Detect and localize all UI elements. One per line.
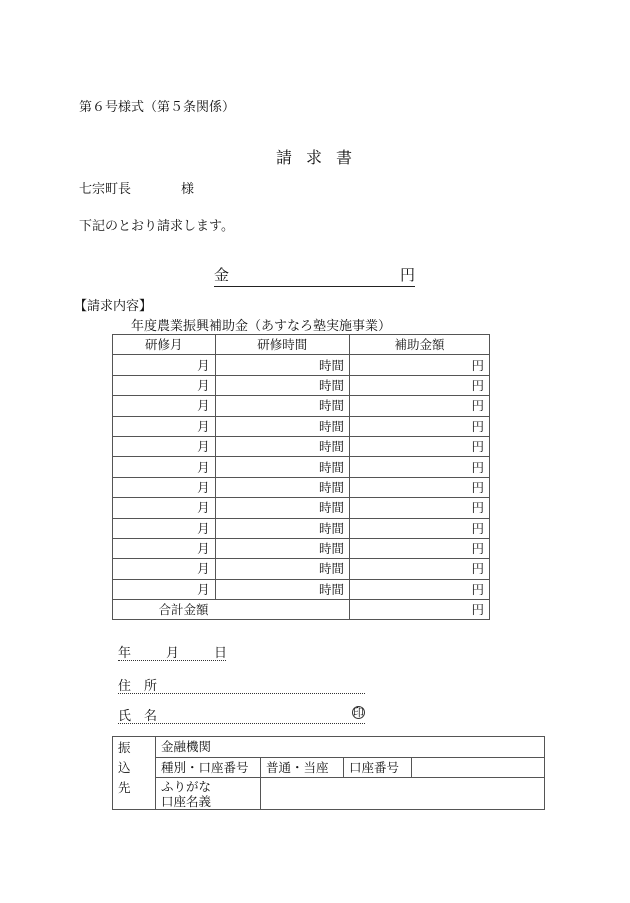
date-field[interactable] (118, 642, 226, 661)
month-cell[interactable]: 月 (113, 538, 216, 558)
header-amount: 補助金額 (349, 335, 489, 355)
holder-label (156, 778, 261, 810)
document-title: 請求書 (276, 148, 367, 167)
date-day: 日 (214, 646, 228, 661)
header-hours: 研修時間 (215, 335, 349, 355)
month-cell[interactable]: 月 (113, 457, 216, 477)
month-cell[interactable]: 月 (113, 559, 216, 579)
table-row (113, 518, 490, 538)
date-year: 年 (118, 646, 132, 661)
institution-label: 金融機関 (161, 739, 212, 754)
account-type[interactable]: 普通・当座 (261, 757, 344, 778)
amount-cell[interactable]: 円 (349, 375, 489, 395)
addressee-honorific: 様 (181, 182, 195, 197)
table-row (113, 436, 490, 456)
name-label: 氏 名 (118, 709, 158, 724)
table-row (113, 355, 490, 375)
table-row (113, 457, 490, 477)
amount-cell[interactable]: 円 (349, 579, 489, 599)
total-label: 合計金額 (113, 600, 350, 620)
hours-cell[interactable]: 時間 (215, 579, 349, 599)
training-table (112, 334, 490, 620)
total-amount-cell[interactable]: 円 (349, 600, 489, 620)
table-row (113, 416, 490, 436)
addressee-name: 七宗町長 (79, 182, 132, 197)
seal-icon: 印 (353, 706, 364, 719)
amount-cell[interactable]: 円 (349, 559, 489, 579)
address-label: 住 所 (118, 679, 158, 694)
side-char: 先 (118, 780, 131, 795)
type-number-label: 種別・口座番号 (156, 757, 261, 778)
amount-cell[interactable]: 円 (349, 355, 489, 375)
hours-cell[interactable]: 時間 (215, 416, 349, 436)
form-number: 第６号様式（第５条関係） (79, 100, 236, 115)
institution-field[interactable] (156, 737, 545, 758)
table-row (113, 477, 490, 497)
hours-cell[interactable]: 時間 (215, 518, 349, 538)
subsidy-name: 年度農業振興補助金（あすなろ塾実施事業） (131, 319, 392, 334)
header-month: 研修月 (113, 335, 216, 355)
month-cell[interactable]: 月 (113, 477, 216, 497)
table-row (113, 538, 490, 558)
hours-cell[interactable]: 時間 (215, 355, 349, 375)
month-cell[interactable]: 月 (113, 355, 216, 375)
hours-cell[interactable]: 時間 (215, 375, 349, 395)
hours-cell[interactable]: 時間 (215, 477, 349, 497)
name-field[interactable] (118, 705, 365, 724)
hours-cell[interactable]: 時間 (215, 457, 349, 477)
kana-label: ふりがな (161, 779, 212, 794)
holder-name-label: 口座名義 (161, 794, 212, 809)
hours-cell[interactable]: 時間 (215, 538, 349, 558)
amount-cell[interactable]: 円 (349, 498, 489, 518)
table-row (113, 375, 490, 395)
total-row (113, 600, 490, 620)
table-header-row (113, 335, 490, 355)
amount-field[interactable] (214, 264, 415, 287)
side-char: 振 (118, 740, 131, 755)
section-heading: 【請求内容】 (74, 299, 153, 314)
bank-transfer-table (112, 736, 545, 810)
month-cell[interactable]: 月 (113, 498, 216, 518)
hours-cell[interactable]: 時間 (215, 498, 349, 518)
month-cell[interactable]: 月 (113, 416, 216, 436)
addressee (79, 178, 194, 197)
side-char: 込 (118, 760, 131, 775)
hours-cell[interactable]: 時間 (215, 436, 349, 456)
amount-cell[interactable]: 円 (349, 477, 489, 497)
amount-cell[interactable]: 円 (349, 436, 489, 456)
amount-cell[interactable]: 円 (349, 518, 489, 538)
amount-cell[interactable]: 円 (349, 396, 489, 416)
amount-cell[interactable]: 円 (349, 457, 489, 477)
amount-prefix: 金 (214, 266, 230, 284)
account-number-field[interactable] (412, 757, 545, 778)
month-cell[interactable]: 月 (113, 579, 216, 599)
intro-text: 下記のとおり請求します。 (79, 219, 234, 234)
hours-cell[interactable]: 時間 (215, 396, 349, 416)
address-field[interactable] (118, 675, 365, 694)
date-month: 月 (166, 646, 180, 661)
month-cell[interactable]: 月 (113, 375, 216, 395)
month-cell[interactable]: 月 (113, 518, 216, 538)
account-number-label: 口座番号 (344, 757, 412, 778)
table-row (113, 579, 490, 599)
holder-name-field[interactable] (261, 778, 545, 810)
hours-cell[interactable]: 時間 (215, 559, 349, 579)
amount-cell[interactable]: 円 (349, 416, 489, 436)
month-cell[interactable]: 月 (113, 436, 216, 456)
amount-cell[interactable]: 円 (349, 538, 489, 558)
table-row (113, 396, 490, 416)
month-cell[interactable]: 月 (113, 396, 216, 416)
table-row (113, 498, 490, 518)
table-row (113, 559, 490, 579)
amount-suffix: 円 (399, 266, 415, 284)
transfer-destination-label (113, 737, 156, 810)
